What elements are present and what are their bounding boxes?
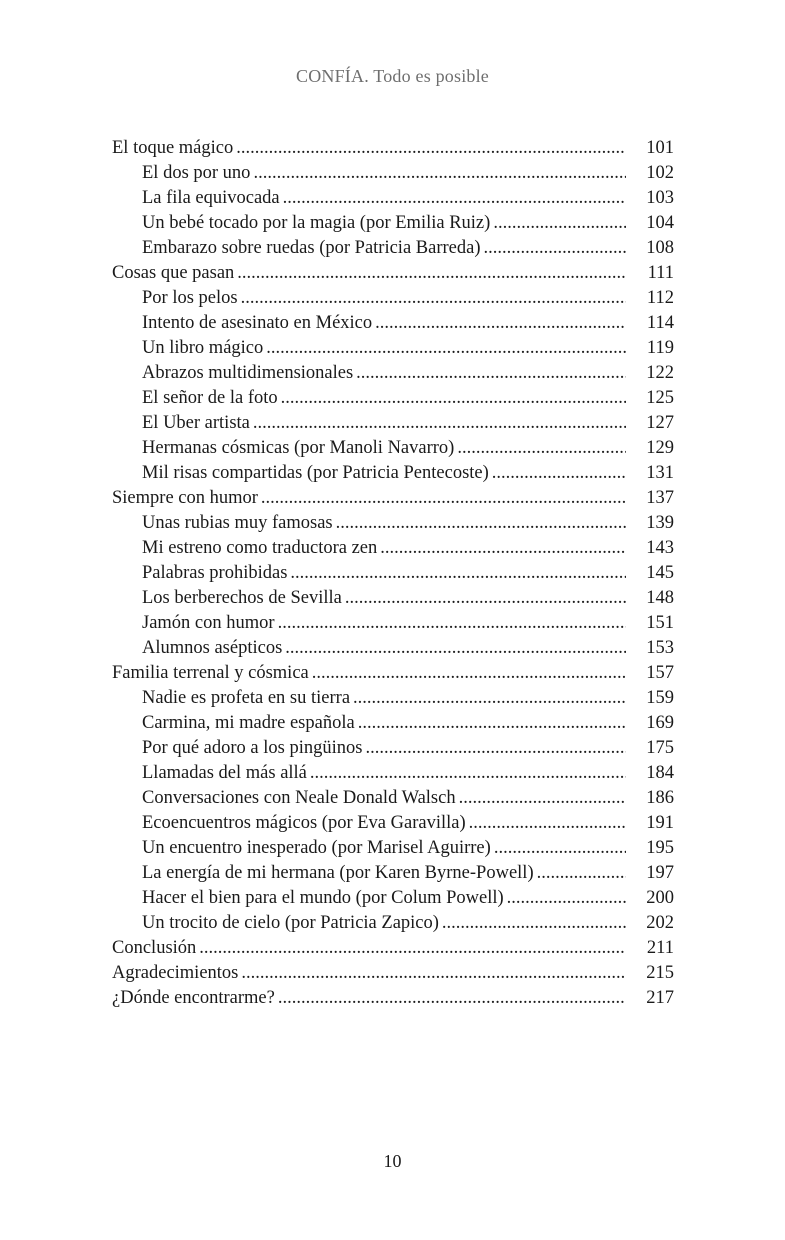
dot-leader	[380, 536, 626, 561]
toc-entry-title: Ecoencuentros mágicos (por Eva Garavilla)	[142, 813, 466, 833]
dot-leader	[459, 786, 626, 811]
toc-entry-title: Agradecimientos	[112, 963, 239, 983]
toc-entry[interactable]	[112, 611, 674, 636]
dot-leader	[290, 561, 626, 586]
toc-entry[interactable]	[112, 461, 674, 486]
toc-entry-page: 202	[646, 913, 674, 933]
toc-entry-page: 186	[646, 788, 674, 808]
dot-leader	[241, 961, 626, 986]
toc-entry[interactable]	[112, 261, 674, 286]
toc-entry-title: Cosas que pasan	[112, 263, 235, 283]
toc-entry-title: Embarazo sobre ruedas (por Patricia Barreda)	[142, 238, 481, 258]
toc-entry[interactable]	[112, 486, 674, 511]
toc-entry-page: 125	[646, 388, 674, 408]
toc-entry[interactable]	[112, 336, 674, 361]
toc-entry-title: Mi estreno como traductora zen	[142, 538, 378, 558]
toc-entry-page: 151	[646, 613, 674, 633]
dot-leader	[353, 686, 626, 711]
toc-entry[interactable]	[112, 911, 674, 936]
dot-leader	[236, 136, 626, 161]
toc-entry-page: 143	[646, 538, 674, 558]
toc-entry-page: 114	[646, 313, 674, 333]
toc-entry-page: 191	[646, 813, 674, 833]
toc-entry[interactable]	[112, 186, 674, 211]
toc-entry-page: 112	[646, 288, 674, 308]
toc-entry-page: 101	[646, 138, 674, 158]
toc-entry-page: 122	[646, 363, 674, 383]
toc-entry-page: 131	[646, 463, 674, 483]
toc-entry-page: 119	[646, 338, 674, 358]
dot-leader	[312, 661, 626, 686]
dot-leader	[237, 261, 626, 286]
toc-entry-title: La energía de mi hermana (por Karen Byrne-Powell)	[142, 863, 534, 883]
dot-leader	[285, 636, 626, 661]
toc-entry-title: Los berberechos de Sevilla	[142, 588, 342, 608]
toc-entry-title: El señor de la foto	[142, 388, 278, 408]
toc-entry-title: El dos por uno	[142, 163, 251, 183]
dot-leader	[336, 511, 626, 536]
toc-entry[interactable]	[112, 286, 674, 311]
dot-leader	[281, 386, 626, 411]
toc-entry-page: 153	[646, 638, 674, 658]
dot-leader	[358, 711, 626, 736]
toc-entry-page: 200	[646, 888, 674, 908]
toc-entry[interactable]	[112, 511, 674, 536]
dot-leader	[253, 411, 626, 436]
running-header: CONFÍA. Todo es posible	[295, 66, 489, 86]
dot-leader	[253, 161, 626, 186]
toc-entry[interactable]	[112, 961, 674, 986]
toc-entry-page: 104	[646, 213, 674, 233]
toc-entry-title: Alumnos asépticos	[142, 638, 283, 658]
dot-leader	[457, 436, 626, 461]
toc-entry[interactable]	[112, 861, 674, 886]
dot-leader	[537, 861, 626, 886]
toc-entry[interactable]	[112, 586, 674, 611]
toc-entry-title: Siempre con humor	[112, 488, 258, 508]
toc-entry[interactable]	[112, 761, 674, 786]
toc-entry-title: El Uber artista	[142, 413, 250, 433]
toc-entry[interactable]	[112, 736, 674, 761]
toc-entry-title: Por los pelos	[142, 288, 238, 308]
toc-entry[interactable]	[112, 711, 674, 736]
toc-entry-title: Un bebé tocado por la magia (por Emilia Ruiz)	[142, 213, 491, 233]
dot-leader	[442, 911, 626, 936]
toc-entry-page: 145	[646, 563, 674, 583]
toc-entry[interactable]	[112, 386, 674, 411]
dot-leader	[493, 211, 626, 236]
toc-entry-title: Jamón con humor	[142, 613, 275, 633]
toc-entry-title: La fila equivocada	[142, 188, 280, 208]
toc-entry[interactable]	[112, 536, 674, 561]
toc-entry-title: Un encuentro inesperado (por Marisel Aguirre)	[142, 838, 491, 858]
dot-leader	[494, 836, 626, 861]
dot-leader	[199, 936, 626, 961]
toc-entry[interactable]	[112, 236, 674, 261]
toc-entry-title: Unas rubias muy famosas	[142, 513, 333, 533]
dot-leader	[261, 486, 626, 511]
toc-entry-title: ¿Dónde encontrarme?	[112, 988, 275, 1008]
toc-entry-title: Por qué adoro a los pingüinos	[142, 738, 363, 758]
dot-leader	[375, 311, 626, 336]
dot-leader	[507, 886, 626, 911]
toc-entry-page: 127	[646, 413, 674, 433]
toc-entry-page: 148	[646, 588, 674, 608]
dot-leader	[266, 336, 626, 361]
page-number: 10	[383, 1151, 402, 1171]
toc-entry-page: 111	[647, 263, 674, 283]
toc-entry-title: El toque mágico	[112, 138, 234, 158]
toc-entry-title: Carmina, mi madre española	[142, 713, 355, 733]
toc-entry-page: 195	[646, 838, 674, 858]
toc-entry[interactable]	[112, 436, 674, 461]
toc-entry-page: 139	[646, 513, 674, 533]
dot-leader	[278, 986, 626, 1011]
toc-entry[interactable]	[112, 811, 674, 836]
toc-entry-title: Mil risas compartidas (por Patricia Pentecoste)	[142, 463, 489, 483]
toc-entry[interactable]	[112, 836, 674, 861]
dot-leader	[241, 286, 626, 311]
toc-entry-page: 103	[646, 188, 674, 208]
toc-entry-page: 159	[646, 688, 674, 708]
toc-entry-title: Un libro mágico	[142, 338, 264, 358]
dot-leader	[469, 811, 626, 836]
toc-entry-page: 169	[646, 713, 674, 733]
toc-entry[interactable]	[112, 786, 674, 811]
toc-entry-page: 215	[646, 963, 674, 983]
toc-entry-title: Hacer el bien para el mundo (por Colum Powell)	[142, 888, 504, 908]
toc-entry-title: Familia terrenal y cósmica	[112, 663, 309, 683]
toc-entry-page: 184	[646, 763, 674, 783]
toc-entry-page: 129	[646, 438, 674, 458]
toc-entry-page: 175	[646, 738, 674, 758]
toc-entry[interactable]	[112, 161, 674, 186]
toc-entry-title: Un trocito de cielo (por Patricia Zapico)	[142, 913, 439, 933]
toc-entry-page: 108	[646, 238, 674, 258]
toc-entry-page: 102	[646, 163, 674, 183]
toc-entry-page: 217	[646, 988, 674, 1008]
toc-entry-title: Hermanas cósmicas (por Manoli Navarro)	[142, 438, 455, 458]
toc-entry[interactable]	[112, 636, 674, 661]
dot-leader	[283, 186, 626, 211]
toc-entry[interactable]	[112, 686, 674, 711]
toc-entry[interactable]	[112, 361, 674, 386]
toc-entry-title: Llamadas del más allá	[142, 763, 307, 783]
toc-entry-title: Nadie es profeta en su tierra	[142, 688, 351, 708]
dot-leader	[278, 611, 626, 636]
dot-leader	[484, 236, 627, 261]
toc-entry-page: 157	[646, 663, 674, 683]
dot-leader	[356, 361, 626, 386]
toc-entry-title: Abrazos multidimensionales	[142, 363, 354, 383]
toc-entry[interactable]	[112, 311, 674, 336]
toc-entry[interactable]	[112, 936, 674, 961]
toc-entry[interactable]	[112, 986, 674, 1011]
toc-entry-title: Conclusión	[112, 938, 197, 958]
toc-entry[interactable]	[112, 561, 674, 586]
dot-leader	[492, 461, 626, 486]
dot-leader	[345, 586, 626, 611]
toc-entry-title: Intento de asesinato en México	[142, 313, 373, 333]
toc-entry-page: 137	[646, 488, 674, 508]
toc-entry[interactable]	[112, 136, 674, 161]
toc-entry-title: Palabras prohibidas	[142, 563, 288, 583]
toc-entry-page: 211	[646, 938, 674, 958]
dot-leader	[310, 761, 626, 786]
toc-entry[interactable]	[112, 411, 674, 436]
dot-leader	[365, 736, 626, 761]
toc-entry-title: Conversaciones con Neale Donald Walsch	[142, 788, 456, 808]
table-of-contents	[112, 136, 674, 1011]
toc-entry[interactable]	[112, 886, 674, 911]
toc-entry-page: 197	[646, 863, 674, 883]
toc-entry[interactable]	[112, 211, 674, 236]
toc-entry[interactable]	[112, 661, 674, 686]
